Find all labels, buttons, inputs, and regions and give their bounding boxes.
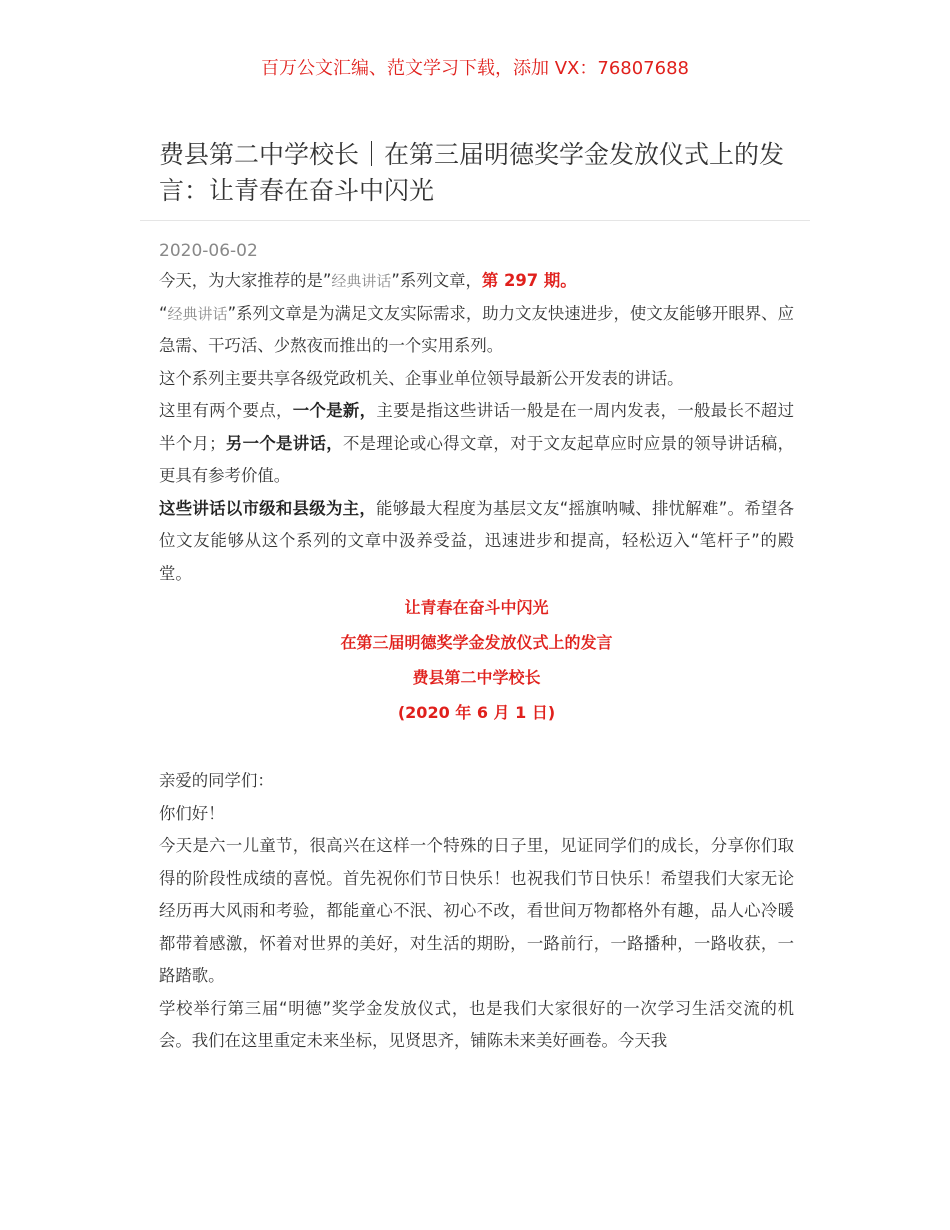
text: ”系列文章， xyxy=(391,271,482,290)
text: “ xyxy=(159,303,168,323)
issue-number: 第 297 期。 xyxy=(481,271,577,290)
speech-subtitle: 在第三届明德奖学金发放仪式上的发言 xyxy=(340,633,613,652)
spacer xyxy=(159,730,794,765)
text: 今天，为大家推荐的是” xyxy=(159,271,332,290)
speech-paragraph: 今天是六一儿童节，很高兴在这样一个特殊的日子里，见证同学们的成长，分享你们取得的阶段性成绩的喜悦。首先祝你们节日快乐！也祝我们节日快乐！希望我们大家无论经历再大风雨和考验，都能童心不泯、初心不改，看世间万物都格外有趣，品人心冷暖都带着感激，怀着对世界的美好，对生活的期盼，一路前行，一路播种，一路收获，一路踏歌。 xyxy=(159,836,794,985)
series-name: 经典讲话 xyxy=(167,304,228,323)
intro-paragraph-4 xyxy=(159,395,794,493)
article-body xyxy=(159,265,794,1058)
bold-text: 一个是新， xyxy=(292,401,377,420)
speech-salutation: 亲爱的同学们： xyxy=(159,771,274,790)
promo-banner: 百万公文汇编、范文学习下载，添加 VX：76807688 xyxy=(261,58,689,79)
speech-paragraph: 学校举行第三届“明德”奖学金发放仪式，也是我们大家很好的一次学习生活交流的机会。我们在这里重定未来坐标，见贤思齐，铺陈未来美好画卷。今天我 xyxy=(159,998,794,1050)
bold-text: 另一个是讲话， xyxy=(225,433,343,453)
bold-text: 这些讲话以市级和县级为主， xyxy=(159,498,377,518)
series-name: 经典讲话 xyxy=(331,272,392,290)
article-title: 费县第二中学校长｜在第三届明德奖学金发放仪式上的发言：让青春在奋斗中闪光 xyxy=(159,140,785,205)
text: 不是理论或心得文章，对于文友起草应时应景的领导讲话稿，更具有参考价值。 xyxy=(159,433,795,485)
speech-author: 费县第二中学校长 xyxy=(412,668,541,687)
title-divider xyxy=(140,220,810,221)
speech-title: 让青春在奋斗中闪光 xyxy=(404,598,549,617)
text: 能够最大程度为基层文友“摇旗呐喊、排忧解难”。希望各位文友能够从这个系列的文章中汲养受益，迅速进步和提高，轻松迈入“笔杆子”的殿堂。 xyxy=(159,498,795,583)
publish-date: 2020-06-02 xyxy=(159,241,258,261)
intro-paragraph-3: 这个系列主要共享各级党政机关、企事业单位领导最新公开发表的讲话。 xyxy=(159,368,684,388)
intro-paragraph-2 xyxy=(159,298,794,363)
text: 这里有两个要点， xyxy=(159,401,293,420)
speech-greeting: 你们好！ xyxy=(159,803,225,823)
text: 主要是指这些讲话一般是在一周内发表，一般最长不超过半个月； xyxy=(159,401,795,453)
intro-paragraph-5 xyxy=(159,493,794,591)
intro-paragraph-1 xyxy=(159,265,794,298)
speech-date: (2020 年 6 月 1 日) xyxy=(397,703,556,722)
text: ”系列文章是为满足文友实际需求，助力文友快速进步，使文友能够开眼界、应急需、干巧活、少熬夜而推出的一个实用系列。 xyxy=(159,303,794,355)
